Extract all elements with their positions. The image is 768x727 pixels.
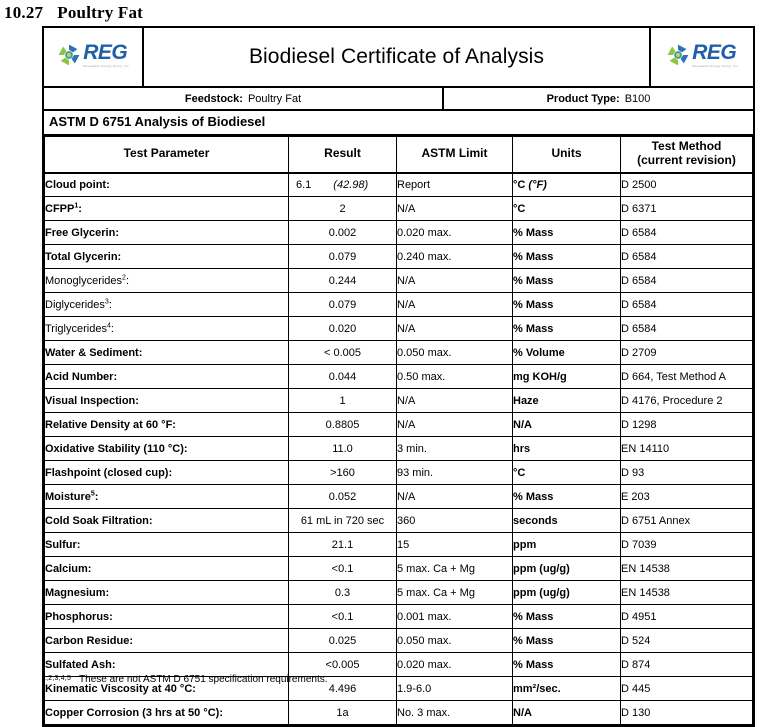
cell-test-method: D 6584	[621, 245, 753, 269]
cell-astm-limit: N/A	[397, 317, 513, 341]
cell-result: 0.3	[289, 581, 397, 605]
cell-astm-limit: 0.240 max.	[397, 245, 513, 269]
astm-section-title: ASTM D 6751 Analysis of Biodiesel	[44, 111, 753, 136]
cell-astm-limit: 5 max. Ca + Mg	[397, 557, 513, 581]
certificate-container	[42, 26, 755, 727]
reg-pinwheel-icon	[56, 42, 82, 68]
table-row	[45, 653, 753, 677]
cell-astm-limit: N/A	[397, 293, 513, 317]
cell-test-method: EN 14538	[621, 557, 753, 581]
header-test-method-line2: (current revision)	[637, 153, 736, 168]
cell-test-method: D 2500	[621, 173, 753, 197]
cell-test-method: D 445	[621, 677, 753, 701]
cell-result-secondary: (42.98)	[333, 178, 369, 191]
cell-test-method: D 6584	[621, 269, 753, 293]
product-type-label: Product Type:	[546, 92, 620, 105]
reg-tagline: Renewable Energy Group, Inc.	[83, 64, 130, 68]
cell-result: 0.052	[289, 485, 397, 509]
cell-units: seconds	[513, 509, 621, 533]
cell-test-parameter: Free Glycerin:	[45, 221, 289, 245]
cell-units: % Mass	[513, 221, 621, 245]
certificate-banner	[44, 28, 753, 88]
table-row	[45, 413, 753, 437]
footnote-marker: 1	[74, 201, 79, 209]
cell-astm-limit: Report	[397, 173, 513, 197]
cell-test-parameter: Total Glycerin:	[45, 245, 289, 269]
cell-units: ppm	[513, 533, 621, 557]
cell-test-parameter: CFPP$^1$:	[45, 197, 289, 221]
cell-result: 0.079	[289, 293, 397, 317]
cell-astm-limit: N/A	[397, 197, 513, 221]
cell-result: 0.079	[289, 245, 397, 269]
cell-test-method: D 130	[621, 701, 753, 725]
cell-units: % Mass	[513, 293, 621, 317]
header-astm-limit: ASTM Limit	[397, 137, 513, 173]
metadata-row	[44, 88, 753, 111]
cell-test-parameter: Cloud point:	[45, 173, 289, 197]
cell-test-parameter: Moisture$^5$:	[45, 485, 289, 509]
page-title-number: 10.27	[4, 3, 44, 22]
reg-tagline: Renewable Energy Group, Inc.	[692, 64, 739, 68]
feedstock-label: Feedstock:	[184, 92, 243, 105]
cell-units: N/A	[513, 413, 621, 437]
table-row	[45, 533, 753, 557]
cell-test-method: D 2709	[621, 341, 753, 365]
table-row	[45, 461, 753, 485]
cell-result: <0.1	[289, 557, 397, 581]
cell-astm-limit: 0.020 max.	[397, 221, 513, 245]
cell-result: 1a	[289, 701, 397, 725]
cell-astm-limit: 93 min.	[397, 461, 513, 485]
cell-test-method: D 4951	[621, 605, 753, 629]
analysis-table-body	[45, 173, 753, 725]
feedstock-cell	[44, 88, 444, 109]
cell-test-parameter: Calcium:	[45, 557, 289, 581]
header-units: Units	[513, 137, 621, 173]
cell-result: 4.496	[289, 677, 397, 701]
cell-result: 0.8805	[289, 413, 397, 437]
cell-units: °C	[513, 461, 621, 485]
table-row	[45, 221, 753, 245]
cell-test-method: D 6584	[621, 293, 753, 317]
cell-test-method: D 524	[621, 629, 753, 653]
footnote-marker: 4	[106, 321, 111, 329]
cell-test-method: D 93	[621, 461, 753, 485]
cell-units: mm²/sec.	[513, 677, 621, 701]
cell-result: 2	[289, 197, 397, 221]
cell-units: °C (°F)	[513, 173, 621, 197]
cell-test-parameter: Kinematic Viscosity at 40 °C:	[45, 677, 289, 701]
cell-astm-limit: 3 min.	[397, 437, 513, 461]
cell-astm-limit: 0.001 max.	[397, 605, 513, 629]
feedstock-value: Poultry Fat	[247, 92, 302, 105]
cell-test-parameter: Phosphorus:	[45, 605, 289, 629]
cell-test-method: D 7039	[621, 533, 753, 557]
cell-units: % Mass	[513, 485, 621, 509]
cell-test-parameter: Oxidative Stability (110 °C):	[45, 437, 289, 461]
table-row	[45, 485, 753, 509]
cell-test-method: D 4176, Procedure 2	[621, 389, 753, 413]
cell-result: <0.1	[289, 605, 397, 629]
table-row	[45, 557, 753, 581]
table-row	[45, 581, 753, 605]
cell-astm-limit: 1.9-6.0	[397, 677, 513, 701]
cell-units: % Mass	[513, 653, 621, 677]
cell-units: mg KOH/g	[513, 365, 621, 389]
reg-wordmark: REG	[83, 41, 128, 64]
table-row	[45, 197, 753, 221]
cell-test-parameter: Relative Density at 60 °F:	[45, 413, 289, 437]
header-test-method	[621, 137, 753, 173]
cell-astm-limit: 15	[397, 533, 513, 557]
table-row	[45, 365, 753, 389]
cell-units: % Mass	[513, 605, 621, 629]
table-header-row	[45, 137, 753, 173]
product-type-cell	[444, 88, 753, 109]
cell-units: % Volume	[513, 341, 621, 365]
reg-pinwheel-icon	[665, 42, 691, 68]
cell-astm-limit: 0.050 max.	[397, 629, 513, 653]
cell-test-method: EN 14110	[621, 437, 753, 461]
cell-test-method: D 664, Test Method A	[621, 365, 753, 389]
table-row	[45, 509, 753, 533]
page-title-text: Poultry Fat	[57, 3, 144, 22]
reg-wordmark: REG	[692, 41, 737, 64]
cell-test-method: E 203	[621, 485, 753, 509]
cell-test-method: D 6371	[621, 197, 753, 221]
table-row	[45, 269, 753, 293]
analysis-table	[44, 136, 753, 725]
footnote-markers: 1,2,3,4,5	[42, 675, 72, 682]
header-result: Result	[289, 137, 397, 173]
footnote-marker: 2	[122, 273, 126, 281]
cell-units: N/A	[513, 701, 621, 725]
cell-test-parameter: Visual Inspection:	[45, 389, 289, 413]
cell-units: % Mass	[513, 269, 621, 293]
cell-result: < 0.005	[289, 341, 397, 365]
footnote-marker: 3	[104, 297, 109, 305]
footnote-text: These are not ASTM D 6751 specification requirements.	[79, 674, 328, 685]
header-test-method-line1: Test Method	[651, 139, 722, 154]
cell-test-method: EN 14538	[621, 581, 753, 605]
cell-test-parameter: Magnesium:	[45, 581, 289, 605]
product-type-value: B100	[624, 92, 651, 105]
cell-astm-limit: 360	[397, 509, 513, 533]
cell-astm-limit: 0.020 max.	[397, 653, 513, 677]
cell-test-method: D 6751 Annex	[621, 509, 753, 533]
reg-logo-left	[44, 28, 144, 86]
cell-astm-limit: 0.050 max.	[397, 341, 513, 365]
cell-units: Haze	[513, 389, 621, 413]
cell-result: 0.244	[289, 269, 397, 293]
cell-result: 0.025	[289, 629, 397, 653]
cell-result: 1	[289, 389, 397, 413]
cell-units: °C	[513, 197, 621, 221]
table-row	[45, 173, 753, 197]
cell-astm-limit: N/A	[397, 389, 513, 413]
cell-units: ppm (ug/g)	[513, 557, 621, 581]
cell-test-parameter: Diglycerides$^3$:	[45, 293, 289, 317]
cell-test-parameter: Sulfated Ash:	[45, 653, 289, 677]
cell-astm-limit: N/A	[397, 413, 513, 437]
cell-test-method: D 6584	[621, 317, 753, 341]
table-row	[45, 317, 753, 341]
table-row	[45, 293, 753, 317]
cell-astm-limit: 0.50 max.	[397, 365, 513, 389]
table-row	[45, 341, 753, 365]
cell-test-parameter: Sulfur:	[45, 533, 289, 557]
footnote-marker: 5	[90, 489, 95, 497]
cell-test-parameter: Monoglycerides$^2$:	[45, 269, 289, 293]
table-row	[45, 629, 753, 653]
cell-result: 0.020	[289, 317, 397, 341]
cell-test-parameter: Copper Corrosion (3 hrs at 50 °C):	[45, 701, 289, 725]
cell-test-parameter: Flashpoint (closed cup):	[45, 461, 289, 485]
cell-result: <0.005	[289, 653, 397, 677]
cell-result: 61 mL in 720 sec	[289, 509, 397, 533]
cell-astm-limit: No. 3 max.	[397, 701, 513, 725]
page-title	[0, 0, 768, 25]
cell-result: 21.1	[289, 533, 397, 557]
cell-units-alt: (°F)	[525, 178, 547, 191]
table-row	[45, 389, 753, 413]
cell-astm-limit: N/A	[397, 269, 513, 293]
cell-test-method: D 874	[621, 653, 753, 677]
cell-result: 0.044	[289, 365, 397, 389]
cell-units: % Mass	[513, 245, 621, 269]
table-row	[45, 701, 753, 725]
reg-logo-right	[649, 28, 753, 86]
cell-astm-limit: N/A	[397, 485, 513, 509]
cell-test-parameter: Carbon Residue:	[45, 629, 289, 653]
cell-result: 0.002	[289, 221, 397, 245]
cell-units: % Mass	[513, 629, 621, 653]
cell-units: ppm (ug/g)	[513, 581, 621, 605]
cell-units: % Mass	[513, 317, 621, 341]
cell-units: hrs	[513, 437, 621, 461]
cell-test-method: D 1298	[621, 413, 753, 437]
table-row	[45, 245, 753, 269]
cell-test-parameter: Triglycerides$^4$:	[45, 317, 289, 341]
cell-result: 6.1 (42.98)	[289, 173, 397, 197]
footnote	[42, 674, 328, 685]
cell-result: 11.0	[289, 437, 397, 461]
cell-result: >160	[289, 461, 397, 485]
cell-test-parameter: Cold Soak Filtration:	[45, 509, 289, 533]
table-row	[45, 437, 753, 461]
cell-test-method: D 6584	[621, 221, 753, 245]
cell-astm-limit: 5 max. Ca + Mg	[397, 581, 513, 605]
header-test-parameter: Test Parameter	[45, 137, 289, 173]
table-row	[45, 605, 753, 629]
certificate-title: Biodiesel Certificate of Analysis	[248, 45, 545, 68]
cell-test-parameter: Acid Number:	[45, 365, 289, 389]
cell-test-parameter: Water & Sediment:	[45, 341, 289, 365]
